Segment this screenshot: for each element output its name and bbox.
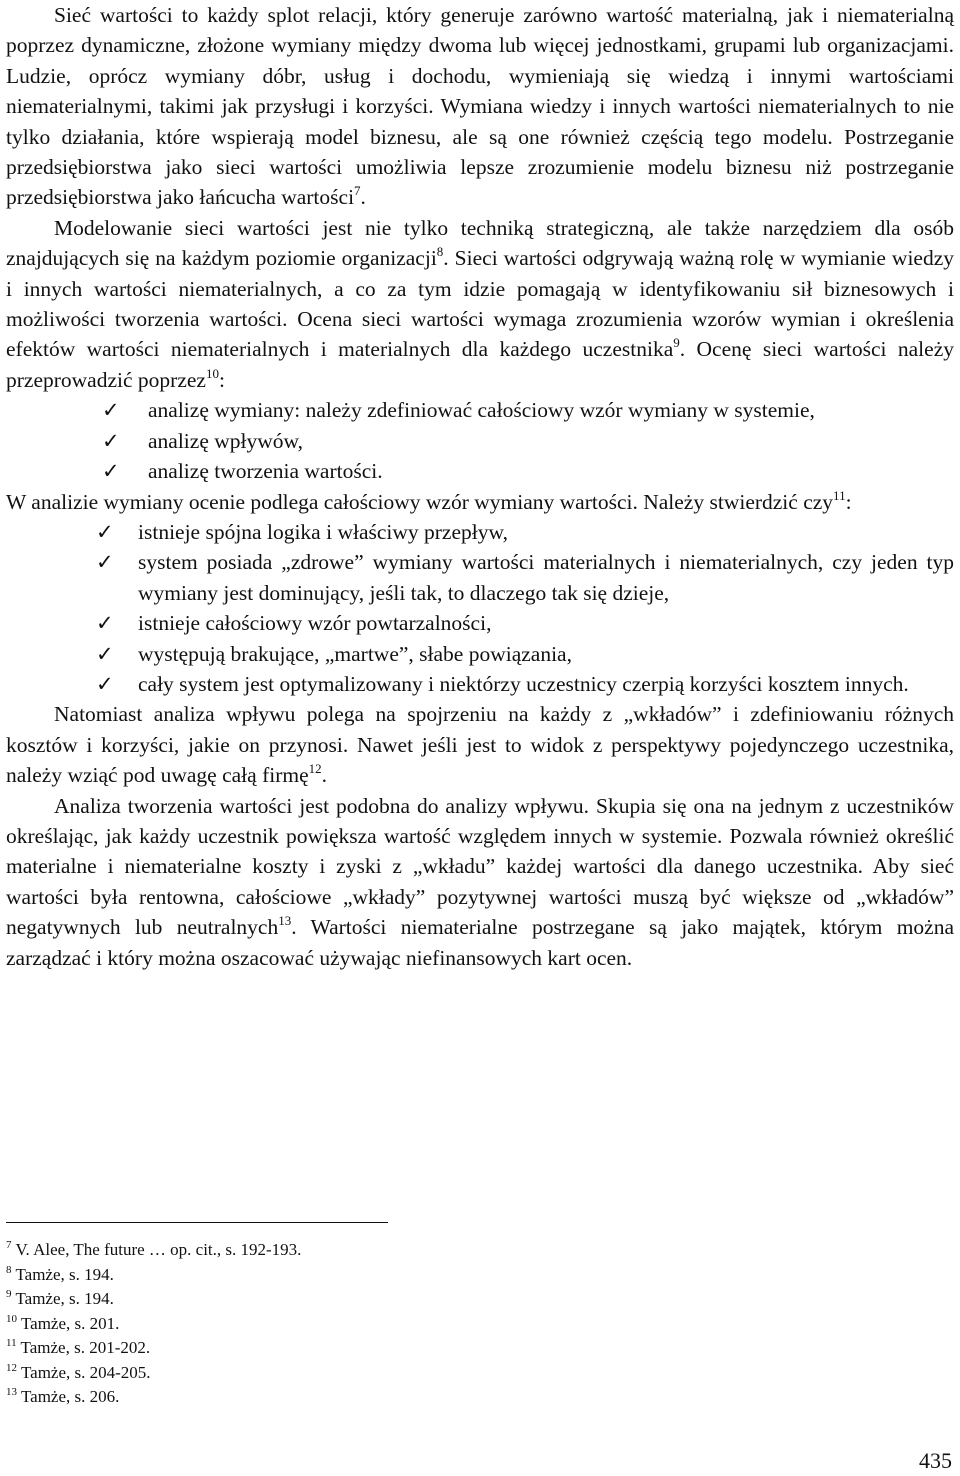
footnote [6, 1287, 301, 1312]
footnote-text: Tamże, s. 201-202. [20, 1338, 151, 1357]
footnote [6, 1238, 301, 1263]
paragraph-text: . Sieci wartości odgrywają ważną rolę w wymianie wiedzy i innych wartości niematerialnych, a co za tym idzie pomagają w identyfikowaniu sił biznesowych i możliwości tworzenia wartości. Ocena sieci wartości wymaga zrozumienia wzorów wymian i określenia efektów wartości niematerialnych i materialnych dla każdego uczestnika [6, 246, 955, 362]
list-item [6, 517, 954, 547]
list-item-text: istnieje całościowy wzór powtarzalności, [138, 611, 492, 636]
footnote [6, 1336, 301, 1361]
footnote-ref: 12 [308, 761, 322, 777]
checkmark-icon: ✓ [102, 428, 120, 453]
paragraph-impact-analysis [6, 699, 954, 790]
list-item [6, 426, 954, 456]
assessment-list [6, 395, 954, 486]
list-item [6, 456, 954, 486]
paragraph-text: Analiza tworzenia wartości jest podobna do analizy wpływu. Skupia się ona na jednym z uczestników określając, jak każdy uczestnik powiększa wartość względem innych w systemie. Pozwala również określić materialne i niematerialne koszty i zyski z „wkładu” każdej wartości dla danego uczestnika. Aby sieć wartości była rentowna, całościowe „wkłady” pozytywnej wartości muszą być większe od „wkładów” negatywnych lub neutralnych [6, 793, 954, 940]
list-item-text: analizę wymiany: należy zdefiniować całościowy wzór wymiany w systemie, [148, 398, 815, 423]
footnote-ref: 10 [205, 365, 219, 381]
checkmark-icon: ✓ [96, 671, 114, 696]
footnote-number: 12 [6, 1361, 17, 1374]
checkmark-icon: ✓ [96, 519, 114, 544]
body-text [6, 0, 954, 973]
list-item-text: występują brakujące, „martwe”, słabe powiązania, [138, 641, 572, 666]
footnote-ref: 13 [278, 913, 292, 929]
footnote-ref: 9 [673, 335, 680, 351]
paragraph-text: Modelowanie sieci wartości jest nie tylko techniką strategiczną, ale także narzędziem dla osób znajdujących się na każdym poziomie organizacji [6, 215, 954, 271]
paragraph-text: Sieć wartości to każdy splot relacji, który generuje zarówno wartość materialną, jak i niematerialną poprzez dynamiczne, złożone wymiany między dwoma lub więcej jednostkami, grupami lub organizacjami. Ludzie, oprócz wymiany dóbr, usług i dochodu, wymieniają się wiedzą i innymi wartościami niematerialnymi, takimi jak przysługi i korzyści. Wymiana wiedzy i innych wartości niematerialnych to nie tylko działania, które wspierają model biznesu, ale są one również częścią tego modelu. Postrzeganie przedsiębiorstwa jako sieci wartości umożliwia lepsze zrozumienie modelu biznesu niż postrzeganie przedsiębiorstwa jako łańcucha wartości [6, 3, 954, 210]
paragraph-value-network-definition [6, 0, 954, 213]
checkmark-icon: ✓ [96, 641, 114, 666]
footnote-text: Tamże, s. 206. [20, 1387, 120, 1406]
footnote-number: 7 [6, 1239, 12, 1251]
footnote-ref: 11 [833, 487, 846, 503]
paragraph-text: : [218, 367, 225, 392]
list-item-text: cały system jest optymalizowany i niektórzy uczestnicy czerpią korzyści kosztem innych. [138, 671, 909, 696]
paragraph-text: Natomiast analiza wpływu polega na spojrzeniu na każdy z „wkładów” i zdefiniowaniu różnych kosztów i korzyści, jakie on przynosi. Nawet jeśli jest to widok z perspektywy pojedynczego uczestnika, należy wziąć pod uwagę całą firmę [6, 702, 954, 788]
footnote-number: 13 [6, 1386, 17, 1398]
footnote-text: Tamże, s. 201. [20, 1313, 120, 1333]
checkmark-icon: ✓ [102, 398, 120, 423]
footnote [6, 1361, 301, 1386]
paragraph-exchange-analysis [6, 487, 954, 517]
page-number: 435 [919, 1448, 952, 1473]
footnote-text: Tamże, s. 194. [15, 1264, 114, 1284]
footnote [6, 1312, 301, 1337]
footnote-number: 9 [6, 1288, 12, 1300]
checkmark-icon: ✓ [96, 550, 114, 575]
paragraph-value-network-modeling [6, 213, 954, 395]
paragraph-text: . [360, 185, 366, 210]
list-item [6, 395, 954, 425]
paragraph-text: . [321, 763, 328, 788]
list-item-text: analizę tworzenia wartości. [148, 459, 383, 484]
paragraph-value-creation-analysis [6, 791, 954, 973]
checkmark-icon: ✓ [102, 459, 120, 484]
paragraph-text: : [845, 489, 852, 514]
footnote-text: Tamże, s. 194. [15, 1289, 114, 1308]
list-item [6, 639, 954, 669]
footnote [6, 1385, 301, 1410]
exchange-questions-list [6, 517, 954, 699]
footnote-text: Tamże, s. 204-205. [20, 1362, 151, 1382]
paragraph-text: . Wartości niematerialne postrzegane są jako majątek, którym można zarządzać i który można oszacować używając niefinansowych kart ocen. [6, 915, 954, 970]
list-item [6, 669, 954, 699]
footnote-number: 8 [6, 1263, 12, 1276]
list-item-text: system posiada „zdrowe” wymiany wartości materialnych i niematerialnych, czy jeden typ wymiany jest dominujący, jeśli tak, to dlaczego tak się dzieje, [138, 550, 954, 605]
footnote-number: 11 [6, 1337, 17, 1349]
footnote-separator [6, 1222, 388, 1223]
footnote-ref: 7 [354, 183, 361, 199]
list-item-text: istnieje spójna logika i właściwy przepływ, [138, 519, 508, 544]
paragraph-text: W analizie wymiany ocenie podlega całościowy wzór wymiany wartości. Należy stwierdzić czy [6, 489, 834, 514]
list-item [6, 608, 954, 638]
footnotes [6, 1238, 301, 1410]
checkmark-icon: ✓ [96, 611, 114, 636]
document-page [6, 0, 954, 973]
paragraph-text: . Ocenę sieci wartości należy przeprowadzić poprzez [6, 337, 954, 392]
footnote [6, 1263, 301, 1288]
list-item-text: analizę wpływów, [148, 428, 304, 453]
footnote-ref: 8 [436, 244, 444, 260]
list-item [6, 547, 954, 608]
footnote-text: V. Alee, The future … op. cit., s. 192-193. [15, 1240, 302, 1259]
footnote-number: 10 [6, 1312, 17, 1325]
